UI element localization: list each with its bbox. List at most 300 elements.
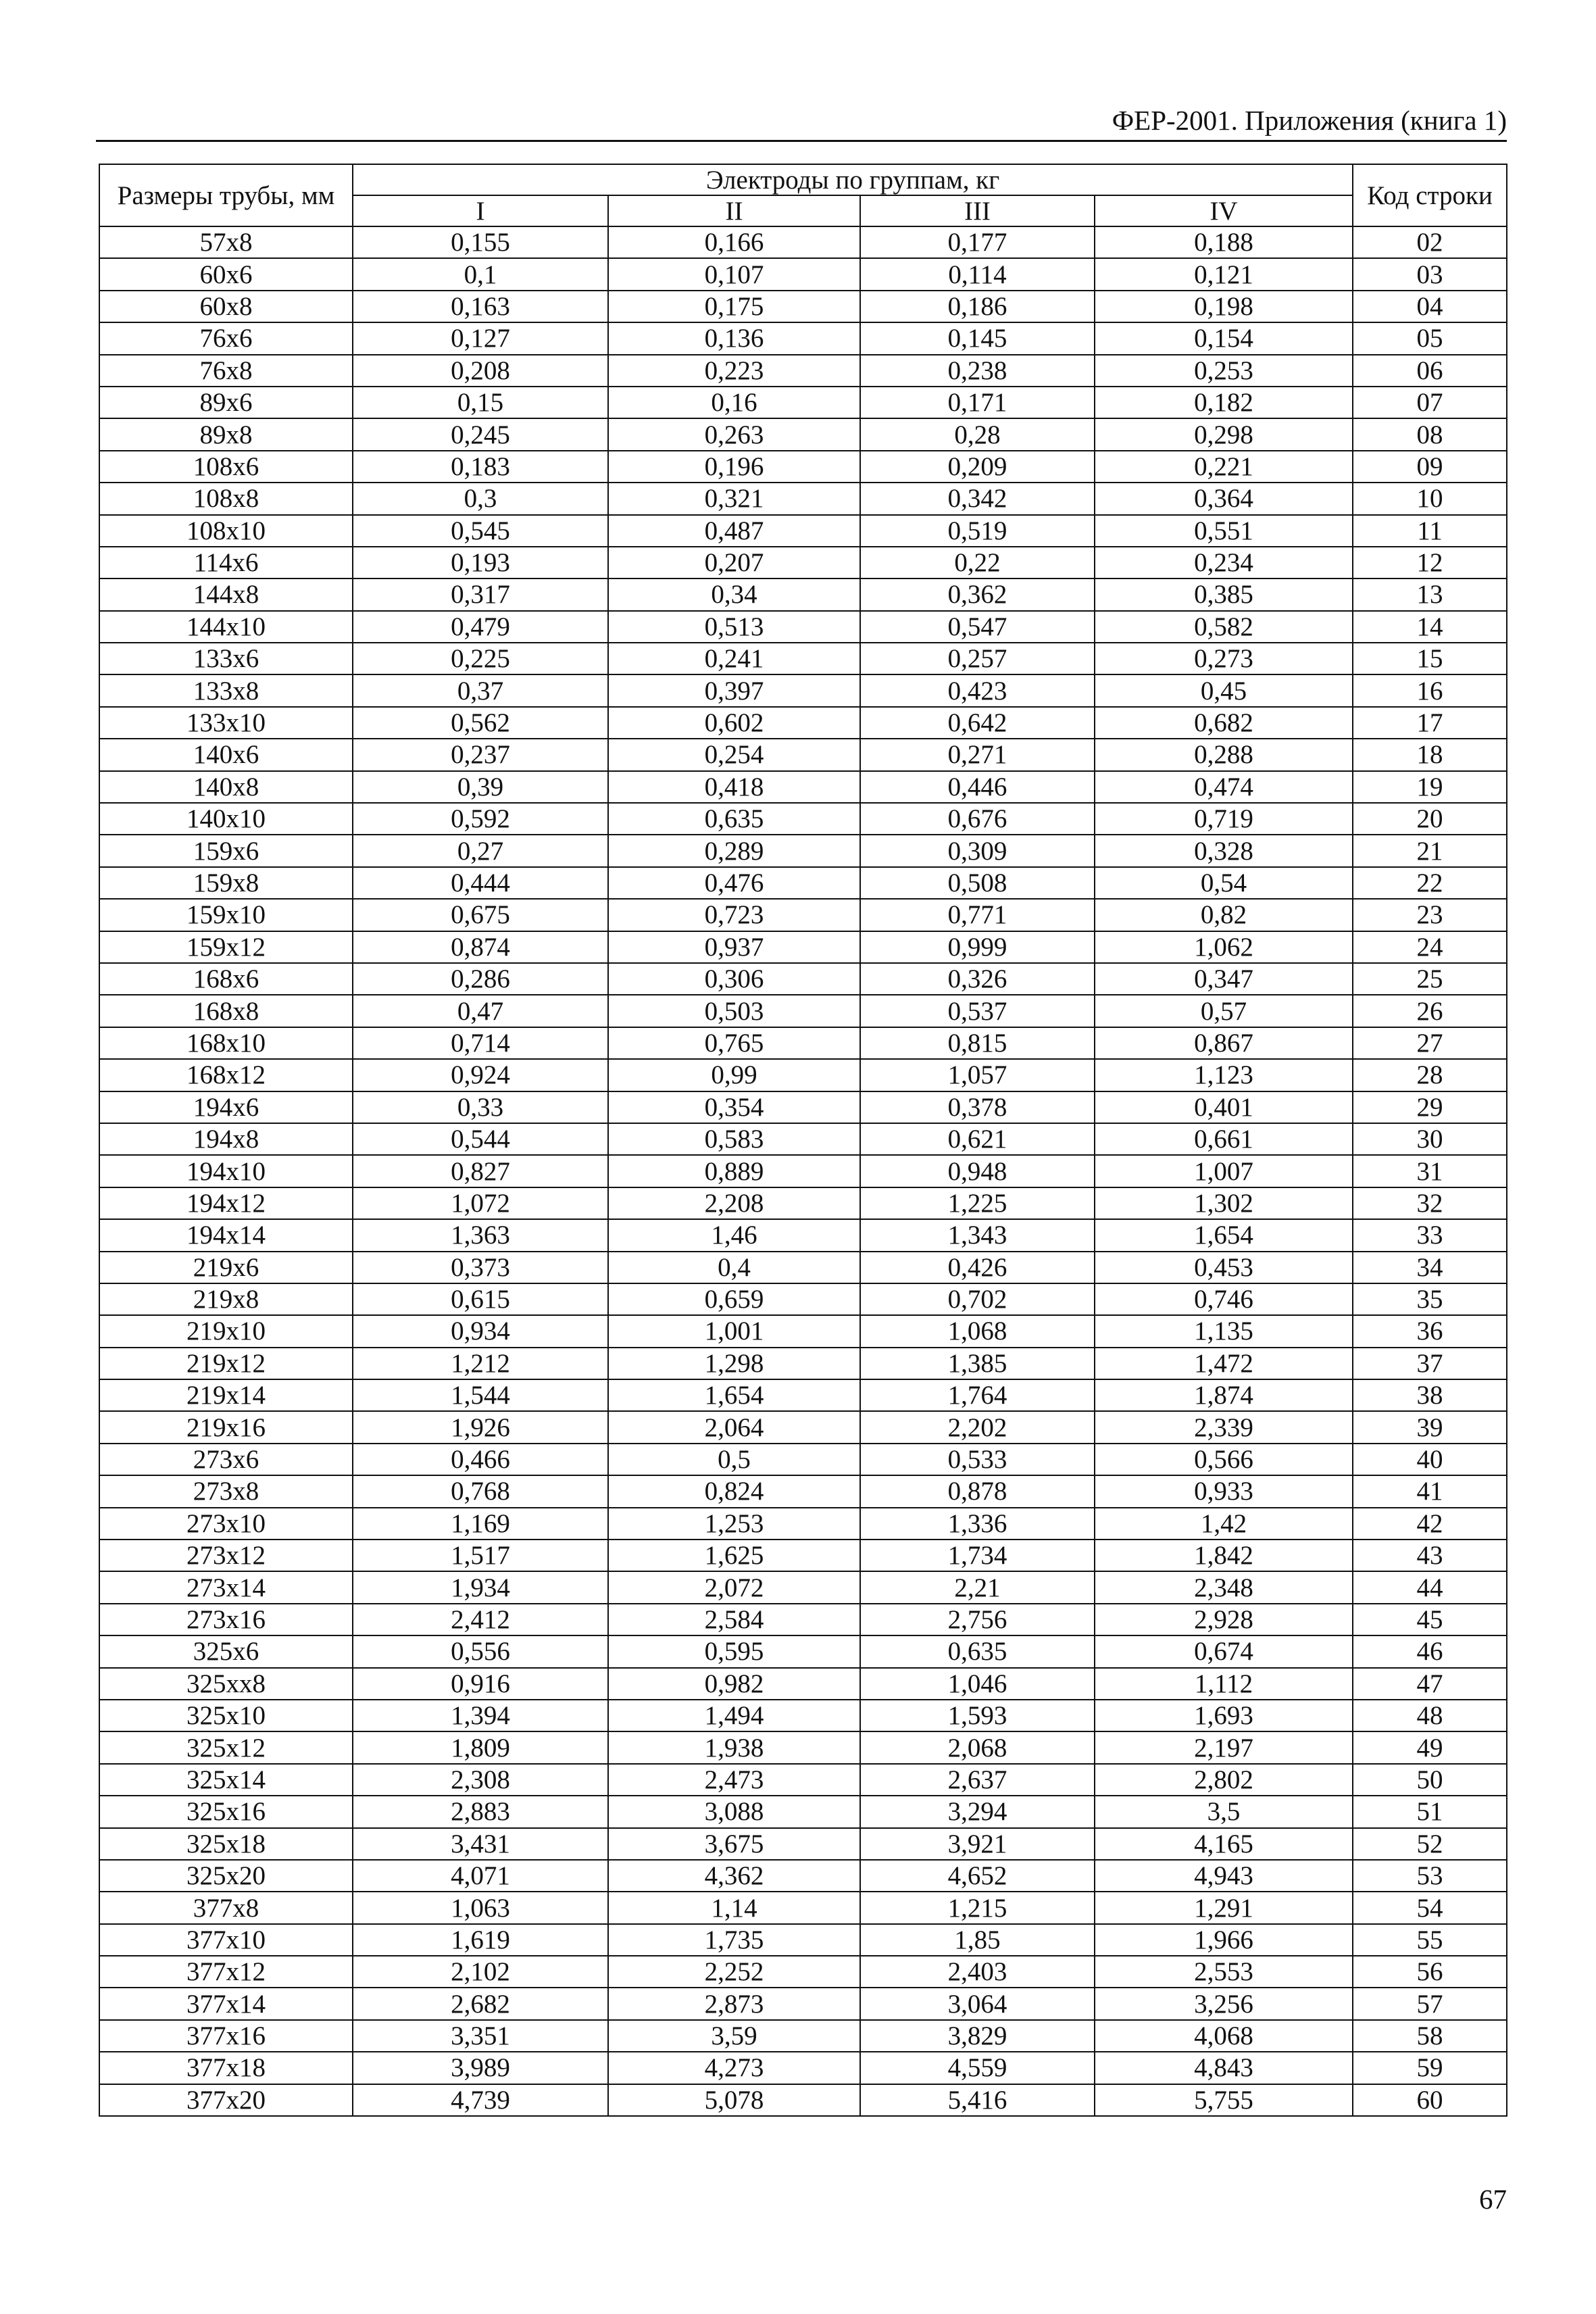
cell-group-ii: 1,625 xyxy=(608,1540,860,1571)
table-row xyxy=(99,1571,1507,1603)
cell-row-code: 38 xyxy=(1353,1379,1507,1411)
cell-group-ii: 0,306 xyxy=(608,963,860,995)
cell-group-ii: 2,473 xyxy=(608,1764,860,1796)
cell-pipe-size: 159х10 xyxy=(99,899,353,931)
table-row xyxy=(99,1283,1507,1315)
cell-row-code: 54 xyxy=(1353,1892,1507,1923)
cell-group-iii: 0,342 xyxy=(860,483,1095,514)
table-row xyxy=(99,1860,1507,1892)
cell-group-ii: 1,253 xyxy=(608,1508,860,1540)
cell-group-iii: 0,446 xyxy=(860,771,1095,803)
cell-group-iii: 0,177 xyxy=(860,226,1095,258)
cell-group-iii: 0,635 xyxy=(860,1635,1095,1667)
cell-group-i: 0,225 xyxy=(353,643,608,674)
cell-group-ii: 1,735 xyxy=(608,1924,860,1956)
cell-group-iii: 2,21 xyxy=(860,1571,1095,1603)
table-row xyxy=(99,1475,1507,1507)
cell-row-code: 43 xyxy=(1353,1540,1507,1571)
cell-group-ii: 3,59 xyxy=(608,2020,860,2052)
running-header: ФЕР-2001. Приложения (книга 1) xyxy=(1112,105,1507,136)
header-pipe-size: Размеры трубы, мм xyxy=(99,164,353,226)
cell-group-iv: 0,682 xyxy=(1095,707,1353,739)
cell-pipe-size: 194х10 xyxy=(99,1155,353,1187)
cell-group-iii: 2,403 xyxy=(860,1956,1095,1988)
cell-group-iii: 5,416 xyxy=(860,2084,1095,2116)
cell-row-code: 48 xyxy=(1353,1700,1507,1731)
cell-pipe-size: 168х12 xyxy=(99,1059,353,1091)
cell-group-i: 0,615 xyxy=(353,1283,608,1315)
cell-row-code: 04 xyxy=(1353,291,1507,322)
cell-group-iv: 0,933 xyxy=(1095,1475,1353,1507)
table-row xyxy=(99,867,1507,899)
cell-group-i: 0,183 xyxy=(353,451,608,483)
cell-group-iv: 2,928 xyxy=(1095,1604,1353,1635)
cell-group-iv: 0,746 xyxy=(1095,1283,1353,1315)
cell-group-iii: 1,385 xyxy=(860,1348,1095,1379)
cell-group-ii: 0,765 xyxy=(608,1027,860,1059)
cell-group-iii: 0,362 xyxy=(860,578,1095,610)
cell-group-iv: 2,802 xyxy=(1095,1764,1353,1796)
cell-group-ii: 0,595 xyxy=(608,1635,860,1667)
cell-group-iii: 3,921 xyxy=(860,1828,1095,1860)
cell-group-iii: 0,257 xyxy=(860,643,1095,674)
cell-row-code: 26 xyxy=(1353,995,1507,1027)
cell-pipe-size: 273х14 xyxy=(99,1571,353,1603)
cell-group-iv: 0,453 xyxy=(1095,1252,1353,1283)
cell-group-i: 0,163 xyxy=(353,291,608,322)
table-row xyxy=(99,1700,1507,1731)
cell-group-ii: 0,937 xyxy=(608,931,860,963)
cell-group-i: 1,517 xyxy=(353,1540,608,1571)
page-number: 67 xyxy=(1479,2184,1507,2215)
cell-group-iii: 2,637 xyxy=(860,1764,1095,1796)
cell-row-code: 10 xyxy=(1353,483,1507,514)
cell-group-iv: 0,221 xyxy=(1095,451,1353,483)
cell-group-ii: 1,938 xyxy=(608,1731,860,1763)
table-row xyxy=(99,1508,1507,1540)
cell-group-iv: 0,198 xyxy=(1095,291,1353,322)
cell-group-i: 0,916 xyxy=(353,1668,608,1700)
cell-group-i: 0,15 xyxy=(353,387,608,418)
cell-pipe-size: 219х6 xyxy=(99,1252,353,1283)
cell-group-iii: 0,378 xyxy=(860,1091,1095,1123)
cell-group-iv: 0,566 xyxy=(1095,1444,1353,1475)
table-row xyxy=(99,739,1507,770)
table-row xyxy=(99,1796,1507,1827)
cell-group-iv: 0,234 xyxy=(1095,547,1353,578)
cell-pipe-size: 108х10 xyxy=(99,515,353,547)
cell-group-iii: 2,756 xyxy=(860,1604,1095,1635)
cell-row-code: 44 xyxy=(1353,1571,1507,1603)
cell-group-ii: 0,503 xyxy=(608,995,860,1027)
cell-group-iv: 0,661 xyxy=(1095,1123,1353,1155)
cell-row-code: 60 xyxy=(1353,2084,1507,2116)
cell-row-code: 36 xyxy=(1353,1315,1507,1347)
cell-group-i: 3,431 xyxy=(353,1828,608,1860)
cell-group-iii: 2,202 xyxy=(860,1411,1095,1443)
cell-pipe-size: 159х12 xyxy=(99,931,353,963)
table-row xyxy=(99,451,1507,483)
header-rule xyxy=(96,140,1507,142)
cell-pipe-size: 377х20 xyxy=(99,2084,353,2116)
cell-pipe-size: 377х16 xyxy=(99,2020,353,2052)
cell-row-code: 53 xyxy=(1353,1860,1507,1892)
cell-group-i: 4,739 xyxy=(353,2084,608,2116)
table-row xyxy=(99,1059,1507,1091)
cell-group-iii: 3,294 xyxy=(860,1796,1095,1827)
cell-pipe-size: 377х8 xyxy=(99,1892,353,1923)
cell-group-iii: 0,815 xyxy=(860,1027,1095,1059)
cell-pipe-size: 219х10 xyxy=(99,1315,353,1347)
cell-group-ii: 0,824 xyxy=(608,1475,860,1507)
cell-row-code: 08 xyxy=(1353,418,1507,450)
cell-group-iii: 0,423 xyxy=(860,674,1095,706)
cell-group-iv: 0,674 xyxy=(1095,1635,1353,1667)
cell-group-i: 0,556 xyxy=(353,1635,608,1667)
cell-group-iii: 0,22 xyxy=(860,547,1095,578)
cell-pipe-size: 194х6 xyxy=(99,1091,353,1123)
cell-group-iii: 0,145 xyxy=(860,322,1095,354)
cell-pipe-size: 325х12 xyxy=(99,1731,353,1763)
cell-group-iii: 0,547 xyxy=(860,611,1095,643)
cell-pipe-size: 325х14 xyxy=(99,1764,353,1796)
cell-group-i: 0,1 xyxy=(353,258,608,290)
cell-group-ii: 0,16 xyxy=(608,387,860,418)
cell-pipe-size: 114х6 xyxy=(99,547,353,578)
table-row xyxy=(99,995,1507,1027)
cell-row-code: 57 xyxy=(1353,1988,1507,2019)
cell-group-iii: 0,171 xyxy=(860,387,1095,418)
cell-pipe-size: 377х10 xyxy=(99,1924,353,1956)
cell-group-iv: 0,57 xyxy=(1095,995,1353,1027)
cell-group-ii: 0,136 xyxy=(608,322,860,354)
cell-row-code: 29 xyxy=(1353,1091,1507,1123)
cell-group-ii: 0,241 xyxy=(608,643,860,674)
cell-group-iv: 1,291 xyxy=(1095,1892,1353,1923)
cell-group-ii: 0,196 xyxy=(608,451,860,483)
cell-pipe-size: 76х8 xyxy=(99,355,353,387)
cell-pipe-size: 325х18 xyxy=(99,1828,353,1860)
cell-row-code: 32 xyxy=(1353,1187,1507,1219)
table-row xyxy=(99,899,1507,931)
table-row xyxy=(99,387,1507,418)
table-row xyxy=(99,2020,1507,2052)
cell-group-i: 1,212 xyxy=(353,1348,608,1379)
cell-group-ii: 0,602 xyxy=(608,707,860,739)
table-row xyxy=(99,835,1507,866)
cell-pipe-size: 133х6 xyxy=(99,643,353,674)
cell-row-code: 31 xyxy=(1353,1155,1507,1187)
cell-pipe-size: 108х6 xyxy=(99,451,353,483)
cell-pipe-size: 168х8 xyxy=(99,995,353,1027)
cell-group-i: 0,3 xyxy=(353,483,608,514)
cell-pipe-size: 168х6 xyxy=(99,963,353,995)
cell-pipe-size: 194х14 xyxy=(99,1219,353,1251)
cell-group-iii: 0,621 xyxy=(860,1123,1095,1155)
cell-group-i: 1,169 xyxy=(353,1508,608,1540)
cell-group-iv: 0,121 xyxy=(1095,258,1353,290)
cell-group-ii: 0,223 xyxy=(608,355,860,387)
cell-group-ii: 0,175 xyxy=(608,291,860,322)
cell-pipe-size: 140х8 xyxy=(99,771,353,803)
cell-group-iv: 3,256 xyxy=(1095,1988,1353,2019)
cell-row-code: 16 xyxy=(1353,674,1507,706)
cell-row-code: 24 xyxy=(1353,931,1507,963)
table-row xyxy=(99,1348,1507,1379)
cell-group-ii: 0,263 xyxy=(608,418,860,450)
cell-group-iv: 0,401 xyxy=(1095,1091,1353,1123)
cell-group-iv: 0,347 xyxy=(1095,963,1353,995)
cell-group-iv: 1,112 xyxy=(1095,1668,1353,1700)
cell-group-i: 1,544 xyxy=(353,1379,608,1411)
table-row xyxy=(99,963,1507,995)
cell-group-i: 0,444 xyxy=(353,867,608,899)
table-row xyxy=(99,1668,1507,1700)
table-row xyxy=(99,1027,1507,1059)
cell-row-code: 37 xyxy=(1353,1348,1507,1379)
cell-group-i: 1,363 xyxy=(353,1219,608,1251)
cell-group-iii: 1,046 xyxy=(860,1668,1095,1700)
cell-pipe-size: 325хх8 xyxy=(99,1668,353,1700)
cell-group-ii: 0,723 xyxy=(608,899,860,931)
cell-group-ii: 1,654 xyxy=(608,1379,860,1411)
cell-row-code: 06 xyxy=(1353,355,1507,387)
cell-row-code: 13 xyxy=(1353,578,1507,610)
cell-group-i: 0,37 xyxy=(353,674,608,706)
cell-group-ii: 1,494 xyxy=(608,1700,860,1731)
table-row xyxy=(99,483,1507,514)
cell-group-iii: 4,559 xyxy=(860,2052,1095,2084)
cell-group-iv: 1,135 xyxy=(1095,1315,1353,1347)
cell-row-code: 02 xyxy=(1353,226,1507,258)
cell-pipe-size: 60х6 xyxy=(99,258,353,290)
cell-group-ii: 2,584 xyxy=(608,1604,860,1635)
table-row xyxy=(99,2052,1507,2084)
cell-group-iii: 0,114 xyxy=(860,258,1095,290)
cell-row-code: 41 xyxy=(1353,1475,1507,1507)
cell-group-i: 0,208 xyxy=(353,355,608,387)
cell-pipe-size: 219х14 xyxy=(99,1379,353,1411)
cell-group-i: 0,466 xyxy=(353,1444,608,1475)
table-row xyxy=(99,547,1507,578)
table-row xyxy=(99,707,1507,739)
cell-row-code: 35 xyxy=(1353,1283,1507,1315)
table-row xyxy=(99,1731,1507,1763)
cell-pipe-size: 144х8 xyxy=(99,578,353,610)
cell-group-iv: 4,843 xyxy=(1095,2052,1353,2084)
cell-group-i: 0,874 xyxy=(353,931,608,963)
cell-group-ii: 1,46 xyxy=(608,1219,860,1251)
cell-group-i: 0,544 xyxy=(353,1123,608,1155)
cell-group-iv: 0,474 xyxy=(1095,771,1353,803)
table-row xyxy=(99,355,1507,387)
table-row xyxy=(99,643,1507,674)
table-row xyxy=(99,674,1507,706)
table-row xyxy=(99,1924,1507,1956)
cell-group-iv: 0,253 xyxy=(1095,355,1353,387)
table-row xyxy=(99,1956,1507,1988)
cell-pipe-size: 76х6 xyxy=(99,322,353,354)
cell-row-code: 47 xyxy=(1353,1668,1507,1700)
cell-row-code: 21 xyxy=(1353,835,1507,866)
cell-group-i: 0,286 xyxy=(353,963,608,995)
cell-group-iv: 0,385 xyxy=(1095,578,1353,610)
cell-group-i: 0,127 xyxy=(353,322,608,354)
cell-group-i: 0,317 xyxy=(353,578,608,610)
header-row-code: Код строки xyxy=(1353,164,1507,226)
cell-group-iv: 1,123 xyxy=(1095,1059,1353,1091)
cell-pipe-size: 57х8 xyxy=(99,226,353,258)
cell-group-i: 0,245 xyxy=(353,418,608,450)
cell-group-ii: 2,252 xyxy=(608,1956,860,1988)
table-row xyxy=(99,418,1507,450)
cell-pipe-size: 273х6 xyxy=(99,1444,353,1475)
cell-pipe-size: 159х6 xyxy=(99,835,353,866)
cell-pipe-size: 108х8 xyxy=(99,483,353,514)
cell-pipe-size: 89х8 xyxy=(99,418,353,450)
table-row xyxy=(99,803,1507,835)
table-row xyxy=(99,291,1507,322)
cell-group-iii: 1,215 xyxy=(860,1892,1095,1923)
cell-row-code: 49 xyxy=(1353,1731,1507,1763)
cell-group-i: 0,33 xyxy=(353,1091,608,1123)
cell-row-code: 46 xyxy=(1353,1635,1507,1667)
table-row xyxy=(99,1444,1507,1475)
cell-row-code: 42 xyxy=(1353,1508,1507,1540)
cell-row-code: 15 xyxy=(1353,643,1507,674)
table-row xyxy=(99,1252,1507,1283)
table-row xyxy=(99,1604,1507,1635)
cell-group-iv: 1,693 xyxy=(1095,1700,1353,1731)
cell-pipe-size: 140х6 xyxy=(99,739,353,770)
cell-group-iii: 0,238 xyxy=(860,355,1095,387)
table-row xyxy=(99,1123,1507,1155)
cell-group-ii: 1,001 xyxy=(608,1315,860,1347)
cell-group-iv: 0,45 xyxy=(1095,674,1353,706)
cell-group-i: 2,883 xyxy=(353,1796,608,1827)
cell-pipe-size: 194х12 xyxy=(99,1187,353,1219)
cell-group-iv: 1,472 xyxy=(1095,1348,1353,1379)
cell-group-iii: 3,829 xyxy=(860,2020,1095,2052)
cell-group-iii: 1,343 xyxy=(860,1219,1095,1251)
cell-row-code: 40 xyxy=(1353,1444,1507,1475)
cell-row-code: 20 xyxy=(1353,803,1507,835)
cell-row-code: 50 xyxy=(1353,1764,1507,1796)
cell-group-ii: 0,99 xyxy=(608,1059,860,1091)
cell-group-iii: 0,28 xyxy=(860,418,1095,450)
cell-group-iii: 0,533 xyxy=(860,1444,1095,1475)
cell-group-ii: 1,14 xyxy=(608,1892,860,1923)
cell-row-code: 09 xyxy=(1353,451,1507,483)
cell-group-iii: 0,519 xyxy=(860,515,1095,547)
cell-group-ii: 3,675 xyxy=(608,1828,860,1860)
cell-group-iv: 4,943 xyxy=(1095,1860,1353,1892)
cell-group-i: 0,924 xyxy=(353,1059,608,1091)
cell-pipe-size: 159х8 xyxy=(99,867,353,899)
cell-group-ii: 0,354 xyxy=(608,1091,860,1123)
cell-group-iv: 0,551 xyxy=(1095,515,1353,547)
cell-pipe-size: 273х10 xyxy=(99,1508,353,1540)
table-row xyxy=(99,322,1507,354)
cell-group-ii: 0,254 xyxy=(608,739,860,770)
cell-group-ii: 4,273 xyxy=(608,2052,860,2084)
cell-pipe-size: 168х10 xyxy=(99,1027,353,1059)
cell-group-iii: 0,537 xyxy=(860,995,1095,1027)
cell-group-i: 0,479 xyxy=(353,611,608,643)
table-row xyxy=(99,1379,1507,1411)
header-group-ii: II xyxy=(608,195,860,226)
cell-group-iv: 4,165 xyxy=(1095,1828,1353,1860)
cell-group-iii: 0,676 xyxy=(860,803,1095,835)
cell-group-iv: 0,288 xyxy=(1095,739,1353,770)
cell-group-i: 2,102 xyxy=(353,1956,608,1988)
cell-group-ii: 0,397 xyxy=(608,674,860,706)
cell-group-ii: 0,34 xyxy=(608,578,860,610)
cell-row-code: 56 xyxy=(1353,1956,1507,1988)
table-row xyxy=(99,258,1507,290)
cell-group-i: 1,934 xyxy=(353,1571,608,1603)
cell-row-code: 22 xyxy=(1353,867,1507,899)
cell-group-i: 0,545 xyxy=(353,515,608,547)
table-row xyxy=(99,931,1507,963)
cell-row-code: 03 xyxy=(1353,258,1507,290)
table-row xyxy=(99,611,1507,643)
cell-group-iii: 1,068 xyxy=(860,1315,1095,1347)
cell-row-code: 28 xyxy=(1353,1059,1507,1091)
table-row xyxy=(99,1828,1507,1860)
table-row xyxy=(99,578,1507,610)
cell-group-iv: 1,842 xyxy=(1095,1540,1353,1571)
table-row xyxy=(99,2084,1507,2116)
cell-group-i: 1,063 xyxy=(353,1892,608,1923)
cell-group-iv: 1,302 xyxy=(1095,1187,1353,1219)
cell-group-iv: 0,582 xyxy=(1095,611,1353,643)
header-group-iv: IV xyxy=(1095,195,1353,226)
header-group-iii: III xyxy=(860,195,1095,226)
cell-pipe-size: 325х6 xyxy=(99,1635,353,1667)
cell-group-i: 3,989 xyxy=(353,2052,608,2084)
cell-pipe-size: 60х8 xyxy=(99,291,353,322)
cell-group-i: 0,827 xyxy=(353,1155,608,1187)
cell-pipe-size: 377х18 xyxy=(99,2052,353,2084)
cell-group-iii: 0,309 xyxy=(860,835,1095,866)
cell-group-iv: 1,062 xyxy=(1095,931,1353,963)
cell-group-i: 2,682 xyxy=(353,1988,608,2019)
cell-group-i: 0,155 xyxy=(353,226,608,258)
cell-group-iv: 2,339 xyxy=(1095,1411,1353,1443)
cell-group-iii: 0,771 xyxy=(860,899,1095,931)
cell-row-code: 34 xyxy=(1353,1252,1507,1283)
cell-group-iv: 1,654 xyxy=(1095,1219,1353,1251)
cell-row-code: 52 xyxy=(1353,1828,1507,1860)
cell-group-iii: 0,999 xyxy=(860,931,1095,963)
cell-group-iii: 0,426 xyxy=(860,1252,1095,1283)
cell-group-ii: 5,078 xyxy=(608,2084,860,2116)
cell-group-iv: 3,5 xyxy=(1095,1796,1353,1827)
cell-group-ii: 0,289 xyxy=(608,835,860,866)
cell-group-i: 0,562 xyxy=(353,707,608,739)
cell-group-i: 0,592 xyxy=(353,803,608,835)
cell-row-code: 11 xyxy=(1353,515,1507,547)
cell-group-iii: 3,064 xyxy=(860,1988,1095,2019)
header-group-i: I xyxy=(353,195,608,226)
cell-group-ii: 2,873 xyxy=(608,1988,860,2019)
table-row xyxy=(99,515,1507,547)
cell-group-i: 1,809 xyxy=(353,1731,608,1763)
cell-group-ii: 0,107 xyxy=(608,258,860,290)
cell-group-iii: 0,326 xyxy=(860,963,1095,995)
cell-group-ii: 0,583 xyxy=(608,1123,860,1155)
